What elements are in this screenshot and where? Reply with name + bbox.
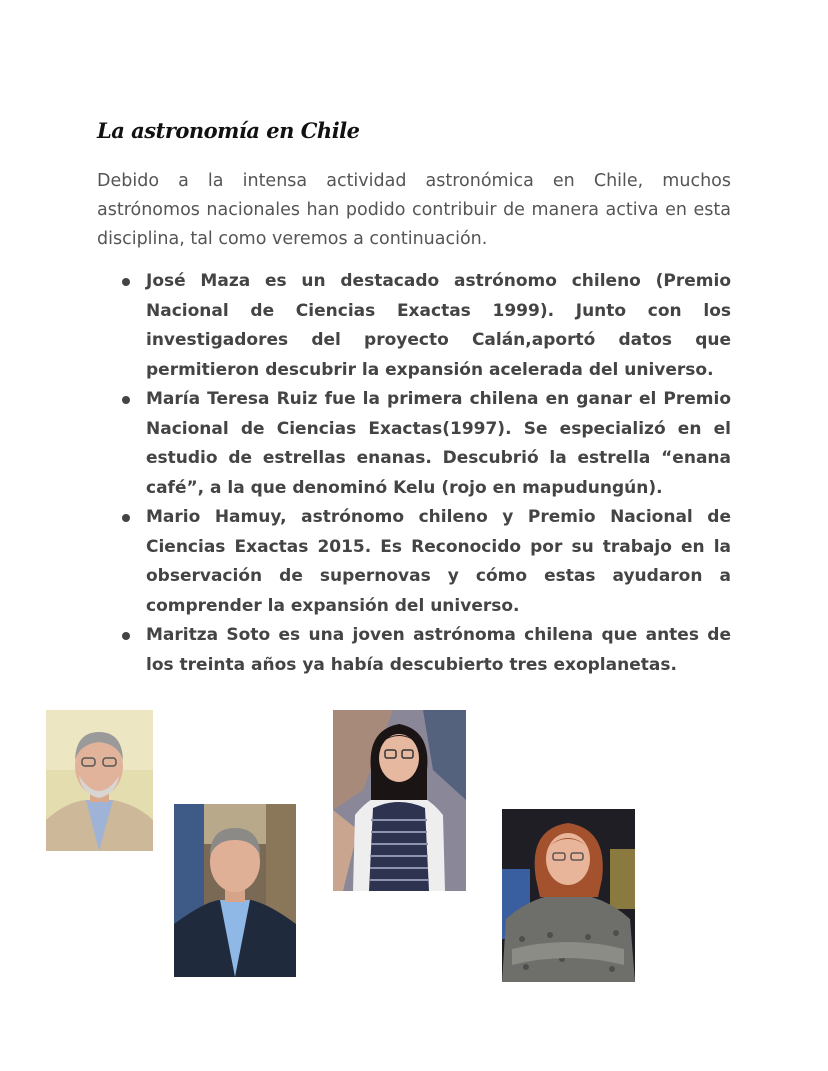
page-title: La astronomía en Chile [97,118,360,143]
bullet-icon [122,278,130,286]
bullet-icon [122,396,130,404]
photo-mario-hamuy [174,804,296,977]
intro-paragraph: Debido a la intensa actividad astronómica en Chile, muchos astrónomos nacionales han podido contribuir de manera activa en esta disciplina, tal como veremos a continuación. [97,171,731,249]
bullet-icon [122,632,130,640]
list-item-text: Mario Hamuy, astrónomo chileno y Premio Nacional de Ciencias Exactas 2015. Es Reconocido por su trabajo en la observación de supernovas y cómo estas ayudaron a comprender la expansión del universo. [146,507,731,616]
photo-maritza-soto [333,710,466,891]
list-item [120,621,731,680]
bullet-icon [122,514,130,522]
list-item [120,385,731,503]
list-item-text: José Maza es un destacado astrónomo chileno (Premio Nacional de Ciencias Exactas 1999). Junto con los investigadores del proyecto Calán,aportó datos que permitieron descubrir la expansión acelerada del universo. [146,271,731,380]
astronomer-list [120,267,731,680]
list-item-text: María Teresa Ruiz fue la primera chilena en ganar el Premio Nacional de Ciencias Exactas(1997). Se especializó en el estudio de estrellas enanas. Descubrió la estrella “enana café”, a la que denominó Kelu (rojo en mapudungún). [146,389,731,498]
list-item [120,503,731,621]
list-item [120,267,731,385]
photo-jose-maza [46,710,153,851]
list-item-text: Maritza Soto es una joven astrónoma chilena que antes de los treinta años ya había descubierto tres exoplanetas. [146,625,731,675]
photo-maria-teresa-ruiz [502,809,635,982]
